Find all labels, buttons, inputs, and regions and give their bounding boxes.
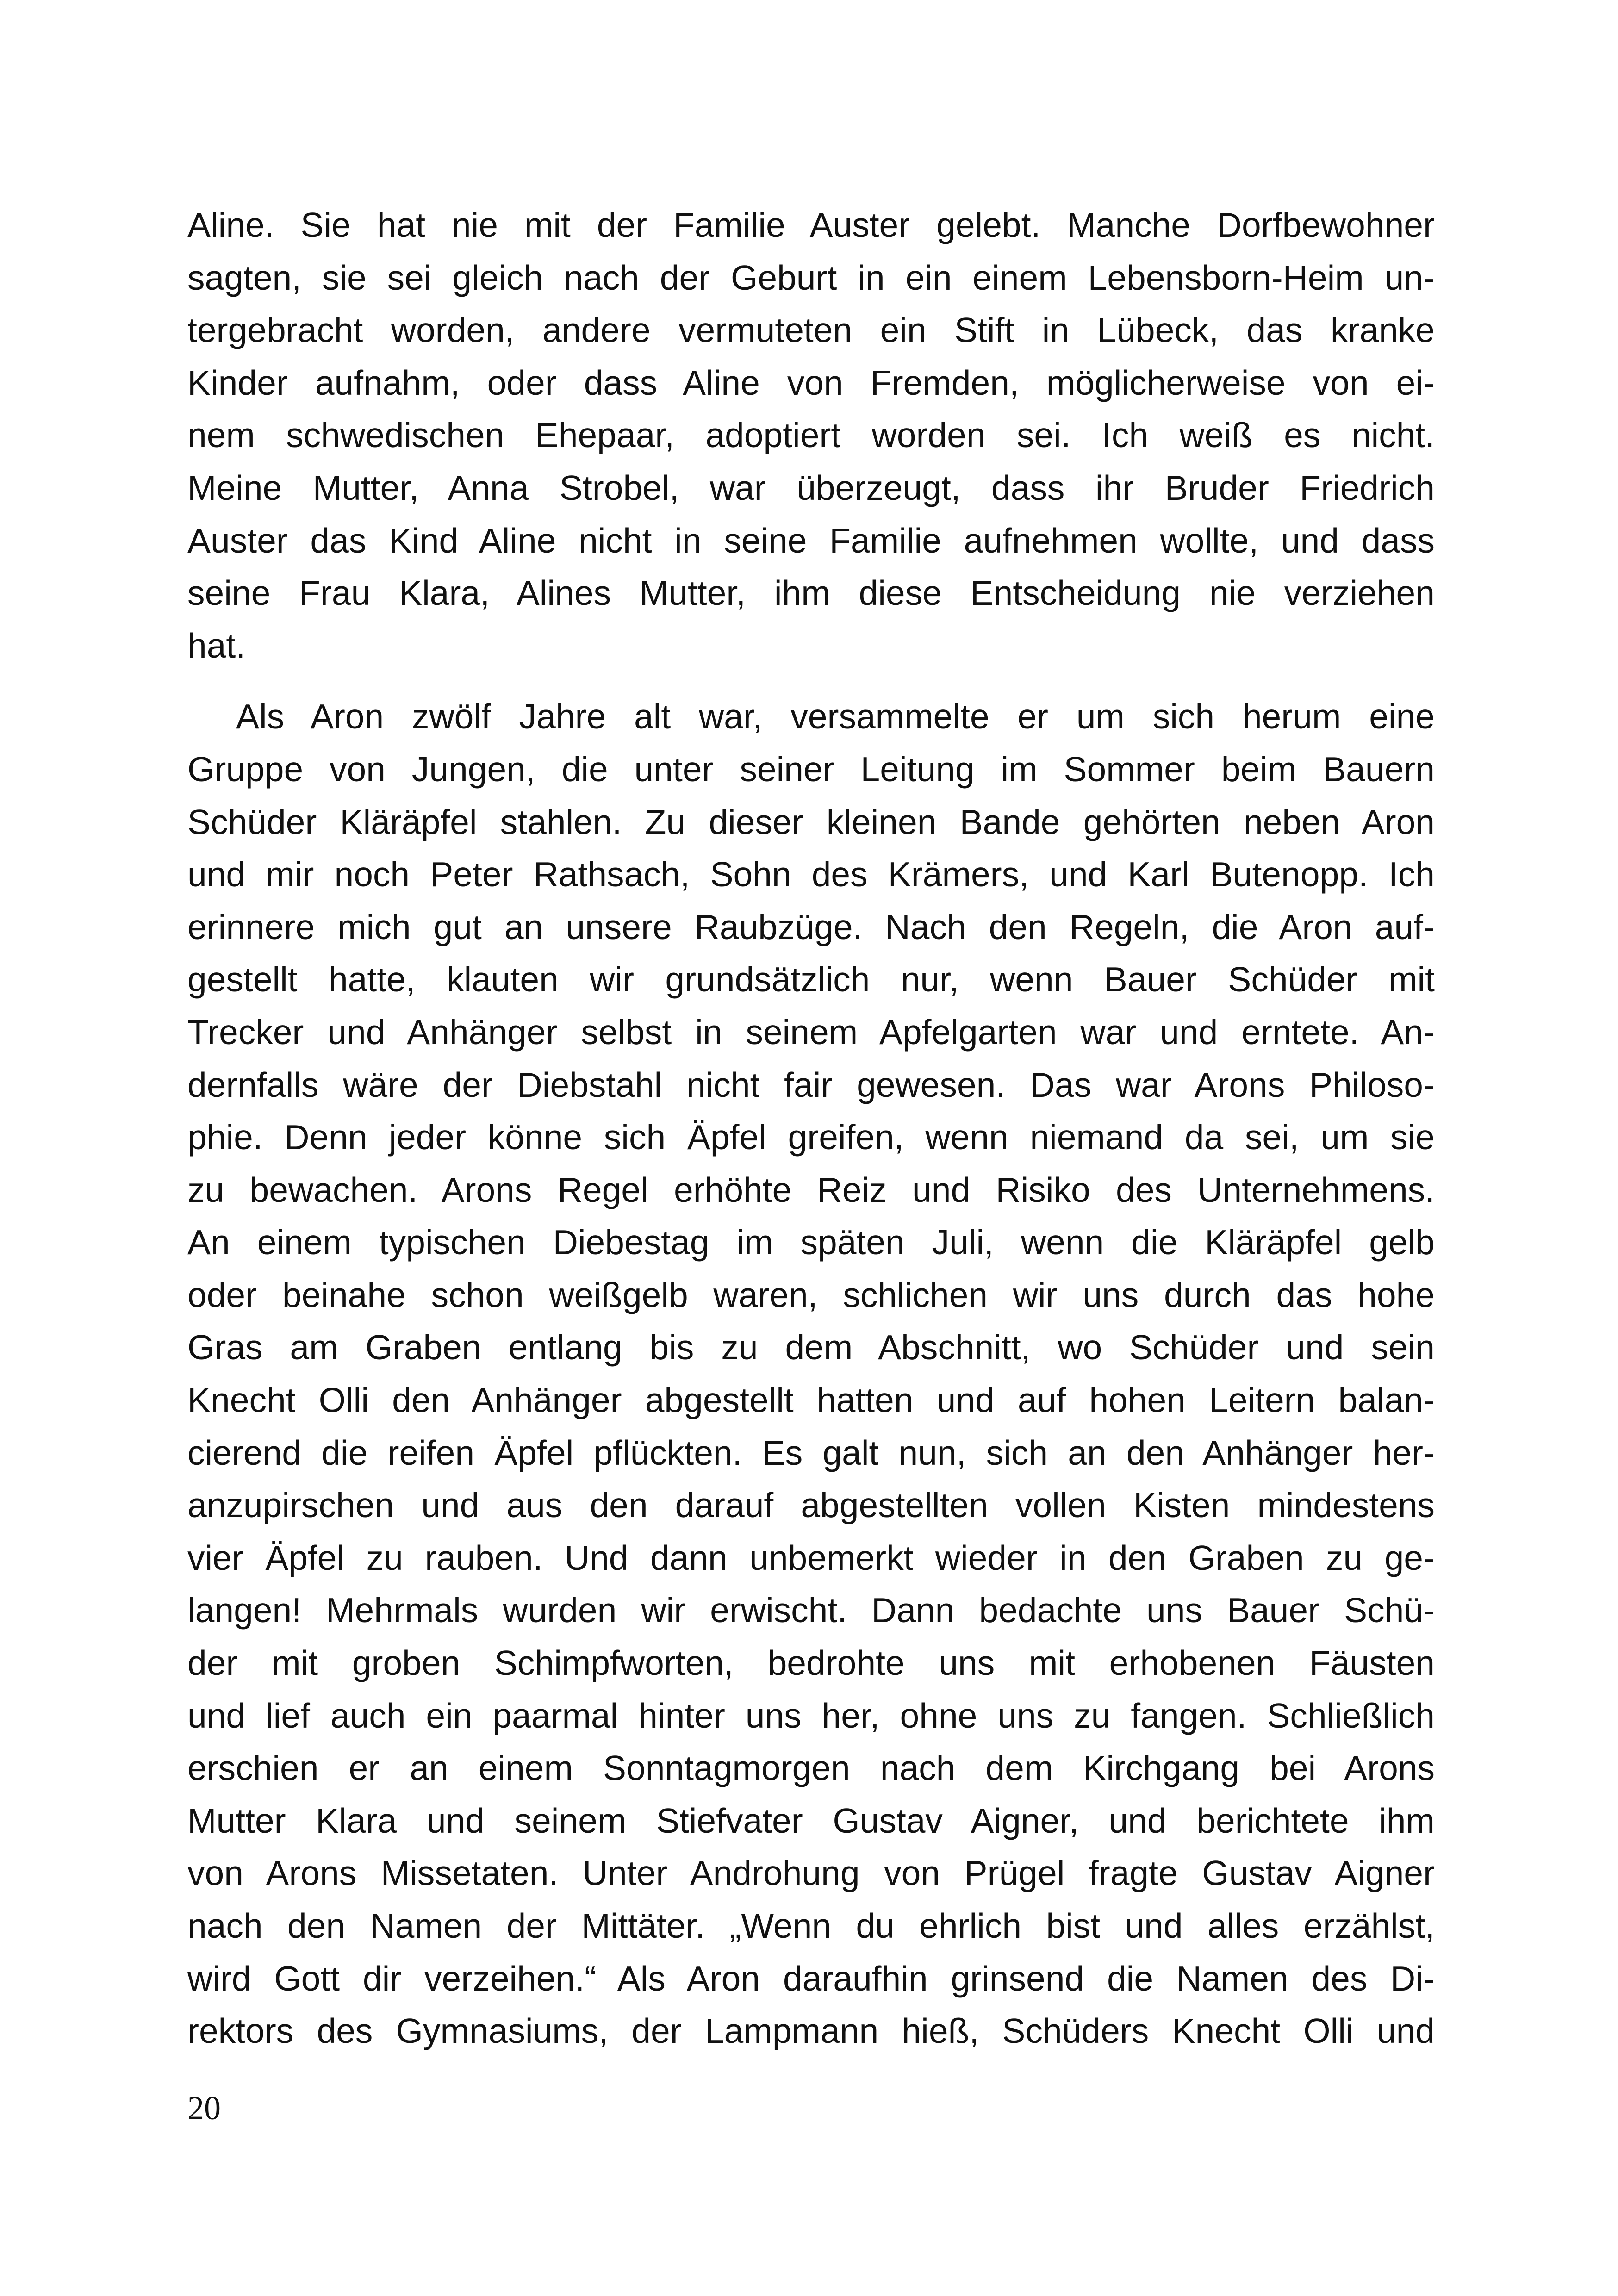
text-line: nem schwedischen Ehepaar, adoptiert worden sei. Ich weiß es nicht. bbox=[187, 416, 1435, 455]
text-line: und lief auch ein paarmal hinter uns her, ohne uns zu fangen. Schließlich bbox=[187, 1696, 1435, 1735]
paragraph-2 bbox=[187, 691, 1435, 2057]
text-line: Mutter Klara und seinem Stiefvater Gustav Aigner, und berichtete ihm bbox=[187, 1801, 1435, 1840]
text-line: nach den Namen der Mittäter. „Wenn du ehrlich bist und alles erzählst, bbox=[187, 1906, 1435, 1945]
text-line: cierend die reifen Äpfel pflückten. Es galt nun, sich an den Anhänger her- bbox=[187, 1433, 1435, 1472]
text-line: und mir noch Peter Rathsach, Sohn des Krämers, und Karl Butenopp. Ich bbox=[187, 855, 1435, 894]
text-line: phie. Denn jeder könne sich Äpfel greifen, wenn niemand da sei, um sie bbox=[187, 1118, 1435, 1157]
text-line: wird Gott dir verzeihen.“ Als Aron daraufhin grinsend die Namen des Di- bbox=[187, 1959, 1435, 1998]
text-line: sagten, sie sei gleich nach der Geburt in ein einem Lebensborn-Heim un- bbox=[187, 258, 1435, 297]
text-line: Knecht Olli den Anhänger abgestellt hatten und auf hohen Leitern balan- bbox=[187, 1381, 1435, 1420]
text-line: der mit groben Schimpfworten, bedrohte uns mit erhobenen Fäusten bbox=[187, 1643, 1435, 1683]
paragraph-spacer bbox=[187, 672, 1435, 691]
text-line: langen! Mehrmals wurden wir erwischt. Dann bedachte uns Bauer Schü- bbox=[187, 1591, 1435, 1630]
text-line: Aline. Sie hat nie mit der Familie Auster gelebt. Manche Dorfbewohner bbox=[187, 205, 1435, 244]
text-line: Kinder aufnahm, oder dass Aline von Fremden, möglicherweise von ei- bbox=[187, 363, 1435, 402]
text-line: Meine Mutter, Anna Strobel, war überzeugt, dass ihr Bruder Friedrich bbox=[187, 468, 1435, 507]
text-line: anzupirschen und aus den darauf abgestellten vollen Kisten mindestens bbox=[187, 1486, 1435, 1525]
text-line: von Arons Missetaten. Unter Androhung von Prügel fragte Gustav Aigner bbox=[187, 1854, 1435, 1893]
text-line: Auster das Kind Aline nicht in seine Familie aufnehmen wollte, und dass bbox=[187, 521, 1435, 560]
text-line: An einem typischen Diebestag im späten Juli, wenn die Kläräpfel gelb bbox=[187, 1223, 1435, 1262]
paragraph-1 bbox=[187, 199, 1435, 672]
text-line: tergebracht worden, andere vermuteten ein Stift in Lübeck, das kranke bbox=[187, 311, 1435, 350]
text-line: seine Frau Klara, Alines Mutter, ihm diese Entscheidung nie verziehen bbox=[187, 573, 1435, 613]
text-line: erinnere mich gut an unsere Raubzüge. Nach den Regeln, die Aron auf- bbox=[187, 907, 1435, 946]
text-line: Trecker und Anhänger selbst in seinem Apfelgarten war und erntete. An- bbox=[187, 1012, 1435, 1052]
text-line: zu bewachen. Arons Regel erhöhte Reiz und Risiko des Unternehmens. bbox=[187, 1170, 1435, 1209]
page-number: 20 bbox=[187, 2090, 221, 2127]
text-line: Gruppe von Jungen, die unter seiner Leitung im Sommer beim Bauern bbox=[187, 749, 1435, 789]
body-text bbox=[187, 199, 1435, 2058]
text-line: Als Aron zwölf Jahre alt war, versammelte er um sich herum eine bbox=[236, 697, 1435, 736]
text-line: hat. bbox=[187, 626, 246, 665]
text-line: oder beinahe schon weißgelb waren, schlichen wir uns durch das hohe bbox=[187, 1275, 1435, 1314]
text-line: Gras am Graben entlang bis zu dem Abschnitt, wo Schüder und sein bbox=[187, 1328, 1435, 1367]
text-line: erschien er an einem Sonntagmorgen nach dem Kirchgang bei Arons bbox=[187, 1748, 1435, 1788]
text-line: Schüder Kläräpfel stahlen. Zu dieser kleinen Bande gehörten neben Aron bbox=[187, 802, 1435, 841]
text-line: gestellt hatte, klauten wir grundsätzlich nur, wenn Bauer Schüder mit bbox=[187, 960, 1435, 999]
text-line: rektors des Gymnasiums, der Lampmann hieß, Schüders Knecht Olli und bbox=[187, 2011, 1435, 2051]
text-line: dernfalls wäre der Diebstahl nicht fair gewesen. Das war Arons Philoso- bbox=[187, 1065, 1435, 1104]
text-line: vier Äpfel zu rauben. Und dann unbemerkt wieder in den Graben zu ge- bbox=[187, 1538, 1435, 1577]
